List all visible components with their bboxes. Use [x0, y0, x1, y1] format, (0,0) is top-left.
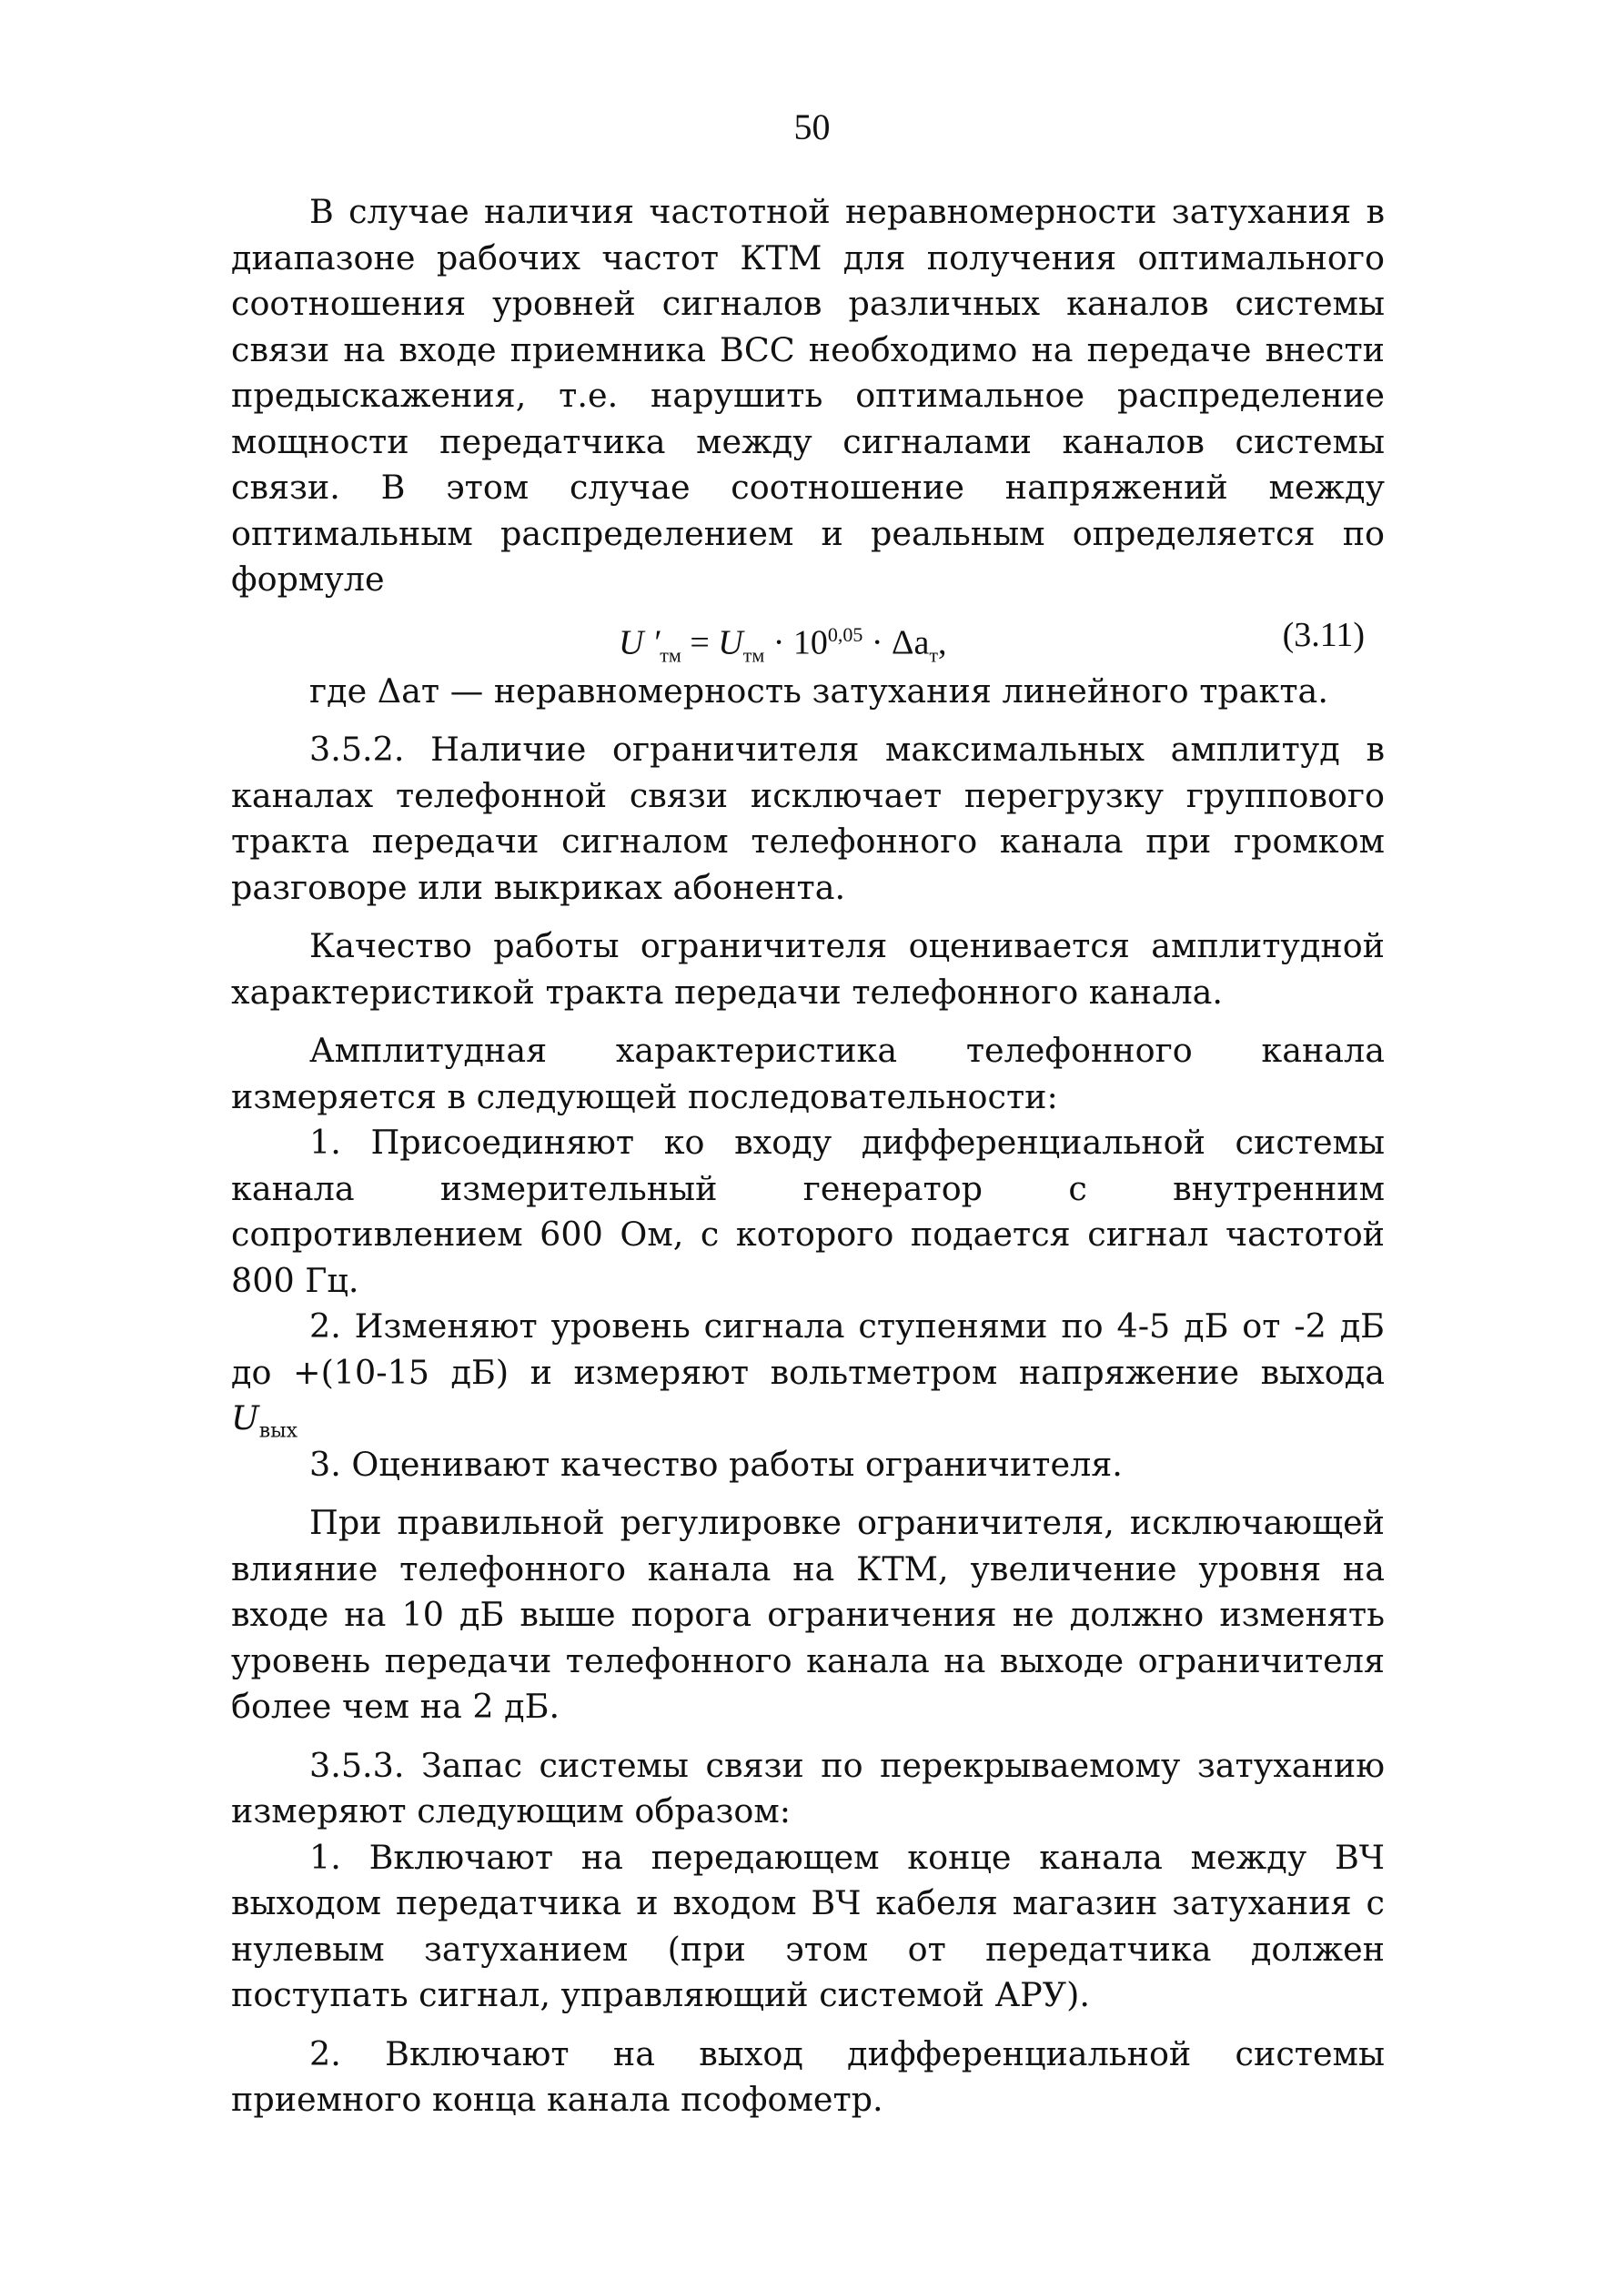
- formula-delta-sub: т: [929, 642, 938, 666]
- paragraph-regulation: При правильной регулировке ограничителя, исключающей влияние телефонного канала на КТМ, увеличение уровня на входе на 10 дБ выше порога ограничения не должно изменять уровень передачи телефонного канала на выходе ограничителя более чем на 2 дБ.: [231, 1503, 1385, 1726]
- list-item-2: [231, 1304, 1385, 1442]
- formula-times-ten: · 10: [764, 623, 828, 662]
- list-item-3: 3. Оценивают качество работы ограничителя.: [309, 1444, 1123, 1484]
- paragraph-quality: Качество работы ограничителя оценивается амплитудной характеристикой тракта передачи телефонного канала.: [231, 926, 1385, 1012]
- list-item-2-text: 2. Изменяют уровень сигнала ступенями по 4-5 дБ от -2 дБ до +(10-15 дБ) и измеряют вольтметром напряжение выхода: [231, 1306, 1385, 1392]
- formula-delta: · Δa: [862, 623, 930, 662]
- list-item-2-sub: вых: [258, 1419, 298, 1443]
- formula-where-clause: где Δaт — неравномерность затухания линейного тракта.: [309, 671, 1328, 711]
- list-item-4: 1. Включают на передающем конце канала между ВЧ выходом передатчика и входом ВЧ кабеля магазин затухания с нулевым затуханием (при этом от передатчика должен поступать сигнал, управляющий системой АРУ).: [231, 1837, 1385, 2014]
- formula-lhs-var: U ′: [619, 623, 661, 662]
- formula-rhs-sub: тм: [742, 642, 765, 666]
- formula-rhs-var: U: [718, 623, 743, 662]
- formula-exponent: 0,05: [827, 622, 863, 646]
- formula-lhs-sub: тм: [660, 642, 681, 666]
- section-3-5-3: 3.5.3. Запас системы связи по перекрываемому затуханию измеряют следующим образом:: [231, 1745, 1385, 1830]
- formula-trail: ,: [938, 623, 947, 662]
- document-body: [231, 189, 1385, 2123]
- formula-3-11: [231, 607, 1385, 669]
- paragraph-amplitude: Амплитудная характеристика телефонного канала измеряется в следующей последовательности:: [231, 1031, 1385, 1116]
- list-item-1: 1. Присоединяют ко входу дифференциальной системы канала измерительный генератор с внутренним сопротивлением 600 Ом, с которого подается сигнал частотой 800 Гц.: [231, 1123, 1385, 1300]
- section-3-5-2: 3.5.2. Наличие ограничителя максимальных амплитуд в каналах телефонной связи исключает перегрузку группового тракта передачи сигналом телефонного канала при громком разговоре или выкриках абонента.: [231, 730, 1385, 907]
- paragraph-intro: В случае наличия частотной неравномерности затухания в диапазоне рабочих частот КТМ для получения оптимального соотношения уровней сигналов различных каналов системы связи на входе приемника ВСС необходимо на передаче внести предыскажения, т.е. нарушить оптимальное распределение мощности передатчика между сигналами каналов системы связи. В этом случае соотношение напряжений между оптимальным распределением и реальным определяется по формуле: [231, 192, 1385, 599]
- formula-number: (3.11): [1282, 615, 1365, 654]
- list-item-5: 2. Включают на выход дифференциальной системы приемного конца канала псофометр.: [231, 2033, 1385, 2119]
- formula-equals: =: [681, 623, 719, 662]
- page-number: 50: [793, 106, 831, 147]
- list-item-2-var: U: [231, 1398, 259, 1437]
- formula-expression: [619, 612, 947, 679]
